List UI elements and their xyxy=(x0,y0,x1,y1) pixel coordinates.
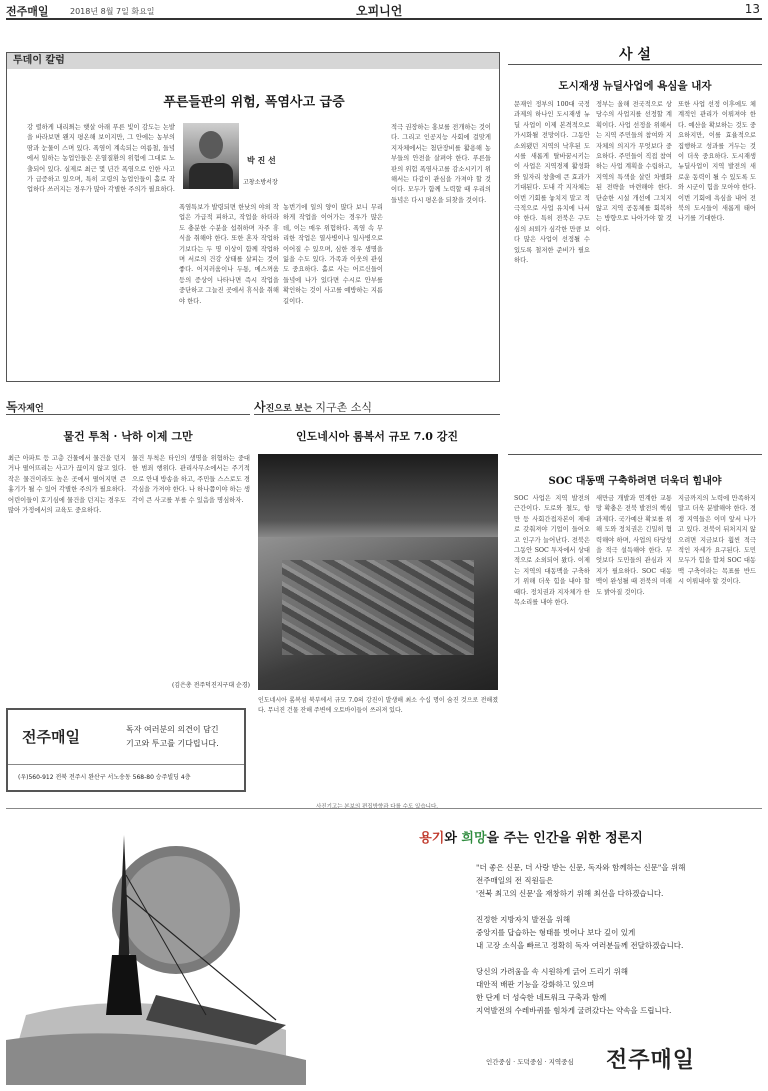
promo-line-8: 대안적 배판 기능을 강화하고 있으며 xyxy=(476,980,595,989)
editorial-2-title: SOC 대동맥 구축하려면 더욱더 힘내야 xyxy=(548,476,722,487)
promo-title-courage: 용기 xyxy=(419,831,445,846)
editorial-1-text-1: 문재인 정부의 100대 국정과제의 하나인 도시재생 뉴딜 사업이 이제 본격적으로 가시화될 전망이다. 그동안 소외됐던 지역의 낙후된 도시를 새롭게 탈바꿈시키는 이 사업은 지역경제 활성화와 일자리 창출에 큰 효과가 기대된다. 도내 각 지자체는 이번 기회를 놓치지 말고 적극적으로 사업 유치에 나서야 한다. 특히 전북은 구도심의 쇠퇴가 심각한 만큼 보다 많은 사업이 선정될 수 있도록 철저한 준비가 필요하다. xyxy=(514,101,590,265)
reader-byline: (김은총 전주덕진지구대 순경) xyxy=(171,682,250,689)
photo-news xyxy=(254,398,500,818)
issue-date: 2018년 8월 7일 화요일 xyxy=(70,7,155,16)
column-tag: 투데이 칼럼 xyxy=(7,53,499,69)
column-text-4: 적극 권장하는 홍보를 전개하는 것이다. 그리고 인공지능 사회에 걸맞게 지자체에서는 첨단장비를 활용해 농부들의 안전을 살펴야 한다. 푸른들판의 위험 폭염사고를 감소시키기 위해서는 다같이 관심을 가져야 할 것이다. 모두가 함께 노력할 때 우리의 들녘은 다시 평온을 되찾을 것이다. xyxy=(391,124,491,204)
photo-caption: 인도네시아 롬복섬 북부에서 규모 7.0의 강진이 발생해 최소 수십 명이 숨진 것으로 전해졌다. 무너진 건물 잔해 주변에 오토바이들이 쓰러져 있다. xyxy=(258,697,498,714)
photo-tag-rest-1: 진으로 보는 xyxy=(265,404,313,414)
editorial-section xyxy=(508,40,762,800)
promo-slogan: 인간중심 · 도덕중심 · 지역중심 xyxy=(486,1058,574,1066)
promo-paragraph-2 xyxy=(476,913,683,952)
promo-title-hope: 희망 xyxy=(461,831,487,846)
photo-tag-rest-2: 지구촌 소식 xyxy=(315,401,372,414)
reader-title: 물건 투척 · 낙하 이제 그만 xyxy=(63,430,193,443)
reader-tag-initial: 독 xyxy=(6,400,18,414)
promo-line-3: '전북 최고의 신문'을 재창하기 위해 최선을 다하겠습니다. xyxy=(476,889,664,898)
today-column xyxy=(6,52,500,382)
author-photo xyxy=(183,123,239,189)
editorial-2-text-1: SOC 사업은 지역 발전의 근간이다. 도로와 철도, 항만 등 사회간접자본이 제대로 갖춰져야 기업이 들어오고 인구가 늘어난다. 전북은 그동안 SOC 투자에서 상대적으로 소외되어 왔다. 이제는 지역의 대동맥을 구축하기 위해 더욱 힘을 내야 할 때다. 정치권과 지자체가 한 목소리를 내야 한다. xyxy=(514,495,590,607)
contribute-line-1: 독자 여러분의 의견이 담긴 xyxy=(126,725,219,734)
pen-ship-illustration xyxy=(6,815,306,1085)
column-title: 푸른들판의 위험, 폭염사고 급증 xyxy=(163,95,345,110)
photo-tag-initial: 사 xyxy=(254,400,266,414)
promo-title-and: 와 xyxy=(444,831,462,846)
author-name: 박 진 선 xyxy=(247,156,276,165)
editorial-1-text-2: 정부는 올해 전국적으로 상당수의 사업지를 선정할 계획이다. 사업 선정을 위해서는 지역 주민들의 참여와 지자체의 의지가 무엇보다 중요하다. 주민들이 직접 참여하는 사업 계획을 수립하고, 지역의 특색을 살린 차별화된 전략을 마련해야 한다. 단순한 시설 개선에 그치지 않고 지역 공동체를 회복하는 방향으로 나아가야 할 것이다. xyxy=(596,101,672,233)
promo-line-4: 진정한 지방자치 발전을 위해 xyxy=(476,915,571,924)
reader-text-1: 최근 아파트 등 고층 건물에서 물건을 던지거나 떨어뜨리는 사고가 끊이지 않고 있다. 작은 물건이라도 높은 곳에서 떨어지면 큰 흉기가 될 수 있어 각별한 주의가 필요하다. 어린이들이 호기심에 물건을 던지는 경우도 많아 가정에서의 교육도 중요하다. xyxy=(8,455,126,515)
contribute-address: (우)560-912 전북 전주시 완산구 서노송동 568-80 승주빌딩 4층 xyxy=(18,774,191,781)
editorial-2-text-2: 새만금 개발과 연계한 교통망 확충은 전북 발전의 핵심 과제다. 국가예산 확보를 위해 도와 정치권은 긴밀히 협력해야 하며, 사업의 타당성을 적극 설득해야 한다. 무엇보다 도민들의 관심과 지지가 필요하다. SOC 대동맥이 완성될 때 전북의 미래도 밝아질 것이다. xyxy=(596,495,672,596)
contribute-box xyxy=(6,708,246,792)
promo-line-7: 당신의 가려움을 속 시원하게 긁어 드리기 위해 xyxy=(476,967,628,976)
column-text-3: 농번기에 일의 양이 많다 보니 무리하게 작업을 이어가는 경우가 많은데, 이는 매우 위험하다. 폭염 속 무리한 작업은 열사병이나 일사병으로 이어질 수 있으며, 심한 경우 생명을 잃을 수도 있다. 가족과 이웃의 관심도 중요하다. 홀로 사는 어르신들이 들녘에 나가 있다면 수시로 안부를 확인하는 것이 사고를 예방하는 지름길이다. xyxy=(283,204,383,305)
promo-line-9: 한 단계 더 성숙한 네트워크 구축과 함께 xyxy=(476,993,607,1002)
page-header xyxy=(6,2,762,20)
editorial-1-text-3: 또한 사업 선정 이후에도 체계적인 관리가 이뤄져야 한다. 예산을 확보하는 것도 중요하지만, 이를 효율적으로 집행하고 성과를 거두는 것이 더욱 중요하다. 도시재생 뉴딜사업이 지역 발전의 새로운 동력이 될 수 있도록 도와 시군이 힘을 모아야 한다. 이번 기회에 욕심을 내어 전북의 도시들이 새롭게 태어나기를 기대한다. xyxy=(678,101,756,223)
promo-line-1: "더 좋은 신문, 더 사랑 받는 신문, 독자와 함께하는 신문"을 위해 xyxy=(476,863,686,872)
column-text-1: 강 렬하게 내리쬐는 햇살 아래 푸른 빛이 감도는 논밭을 바라보면 왠지 평온해 보이지만, 그 안에는 농부의 땀과 눈물이 스며 있다. 폭염이 계속되는 여름철, 들녘에서 일하는 농업인들은 온열질환의 위험에 그대로 노출되어 있다. 실제로 최근 몇 년간 폭염으로 인한 사고가 급증하고 있으며, 특히 고령의 농업인들이 홀로 작업하다 쓰러지는 경우가 많아 각별한 주의가 필요하다. xyxy=(27,124,175,194)
contribute-logo: 전주매일 xyxy=(22,728,80,746)
photo-credit-note: 사진기고는 본보의 편집방향과 다를 수도 있습니다. xyxy=(315,804,439,810)
reader-text-2: 물건 투척은 타인의 생명을 위협하는 중대한 범죄 행위다. 관리사무소에서는 주기적으로 안내 방송을 하고, 주민들 스스로도 경각심을 가져야 한다. 나 하나쯤이야 하는 생각이 큰 사고를 부를 수 있음을 명심하자. xyxy=(132,455,250,504)
author-role: 고창소방서장 xyxy=(243,179,278,186)
editorial-1-title: 도시재생 뉴딜사업에 욕심을 내자 xyxy=(558,80,712,92)
promo-line-2: 전주매일의 전 직원들은 xyxy=(476,876,554,885)
reader-letter xyxy=(6,398,250,698)
promo-title-rest: 을 주는 인간을 위한 정론지 xyxy=(486,831,643,846)
promo-logo: 전주매일 xyxy=(606,1048,696,1073)
promo-section xyxy=(6,808,762,1086)
paper-name: 전주매일 xyxy=(6,5,49,18)
promo-paragraph-1 xyxy=(476,861,685,900)
section-title: 오피니언 xyxy=(356,4,403,18)
promo-line-10: 지역발전의 수레바퀴를 힘차게 굴려갔다는 약속을 드립니다. xyxy=(476,1006,672,1015)
promo-line-5: 중앙지를 답습하는 형태를 벗어나 보다 깊이 있게 xyxy=(476,928,636,937)
column-text-2: 폭염특보가 발령되면 한낮의 야외 작업은 가급적 피하고, 작업을 하더라도 충분한 수분을 섭취하며 자주 휴식을 취해야 한다. 또한 혼자 작업하기보다는 두 명 이상이 함께 작업하며 서로의 건강 상태를 살피는 것이 좋다. 어지러움이나 두통, 메스꺼움 등의 증상이 나타나면 즉시 작업을 중단하고 그늘진 곳에서 휴식을 취해야 한다. xyxy=(179,204,279,305)
contribute-line-2: 기고와 투고를 기다립니다. xyxy=(126,739,219,748)
photo-news-title: 인도네시아 롬복서 규모 7.0 강진 xyxy=(296,430,458,443)
reader-tag-rest: 자제언 xyxy=(17,404,44,414)
editorial-tag: 사 설 xyxy=(619,47,651,63)
earthquake-photo xyxy=(258,454,498,690)
promo-paragraph-3 xyxy=(476,965,671,1017)
promo-line-6: 내 고장 소식을 빠르고 정확히 독자 여러분들께 전달하겠습니다. xyxy=(476,941,684,950)
editorial-2-text-3: 지금까지의 노력에 만족하지 말고 더욱 분발해야 한다. 경쟁 지역들은 이미 앞서 나가고 있다. 전북이 뒤처지지 않으려면 지금보다 훨씬 적극적인 자세가 요구된다. 도민 모두가 힘을 합쳐 SOC 대동맥 구축이라는 목표를 반드시 이뤄내야 할 것이다. xyxy=(678,495,756,586)
page-number: 13 xyxy=(744,2,760,16)
